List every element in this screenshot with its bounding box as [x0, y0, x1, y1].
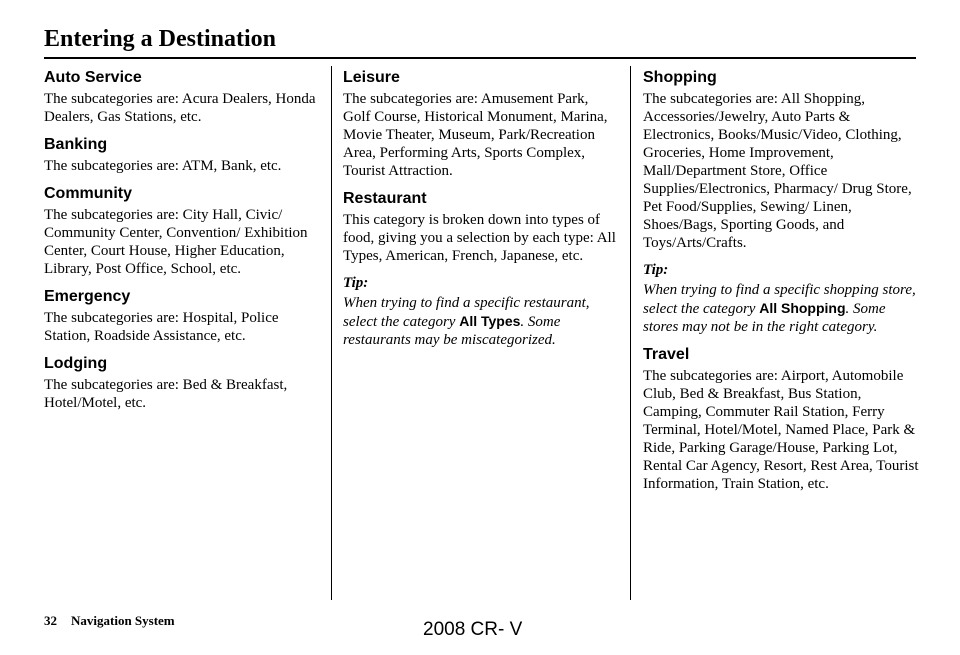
column-1	[44, 66, 320, 421]
section-text: This category is broken down into types of food, giving you a selection by each type: All Types, American, French, Japanese, etc.	[343, 212, 616, 264]
tip-text	[343, 294, 619, 349]
ui-term: All Types	[459, 313, 521, 329]
column-2	[343, 66, 619, 358]
section-text: The subcategories are: Amusement Park, Golf Course, Historical Monument, Marina, Movie Theater, Museum, Park/Recreation Area, Performing Arts, Sports Complex, Tourist Attraction.	[343, 91, 608, 179]
section-text: The subcategories are: Bed & Breakfast, Hotel/Motel, etc.	[44, 377, 288, 411]
section-text: The subcategories are: Hospital, Police Station, Roadside Assistance, etc.	[44, 310, 279, 344]
section-text: The subcategories are: All Shopping, Accessories/Jewelry, Auto Parts & Electronics, Books/Music/Video, Clothing, Groceries, Home Improvement, Mall/Department Store, Office Supplies/Electronics, Pharmacy/ Drug Store, Pet Food/Supplies, Sewing/ Linen, Shoes/Bags, Sporting Goods, and Toys/Arts/Crafts.	[643, 91, 912, 251]
section-text: The subcategories are: Airport, Automobile Club, Bed & Breakfast, Bus Station, Camping, Commuter Rail Station, Ferry Terminal, Hotel/Motel, Named Place, Park & Ride, Parking Garage/House, Parking Lot, Rental Car Agency, Resort, Rest Area, Tourist Information, Train Station, etc.	[643, 368, 919, 492]
section-heading: Auto Service	[44, 69, 142, 86]
section-heading: Restaurant	[343, 190, 427, 207]
tip-text-before: When trying to find a specific restaurant, select the category	[343, 295, 590, 330]
section-heading: Emergency	[44, 288, 131, 305]
tip-text-after: . Some stores may not be in the right category.	[643, 301, 886, 335]
page-footer	[44, 613, 175, 629]
section-heading: Shopping	[643, 69, 717, 86]
section-text: The subcategories are: City Hall, Civic/ Community Center, Convention/ Exhibition Center, Court House, Higher Education, Library, Post Office, School, etc.	[44, 207, 308, 277]
ui-term: All Shopping	[759, 300, 846, 316]
column-3	[643, 66, 919, 502]
section-text: The subcategories are: ATM, Bank, etc.	[44, 158, 282, 174]
column-divider	[630, 66, 631, 600]
tip-text-after: . Some restaurants may be miscategorized.	[343, 314, 561, 348]
section-heading: Lodging	[44, 355, 108, 372]
tip-label: Tip:	[643, 262, 669, 278]
footer-label: Navigation System	[71, 613, 175, 628]
section-heading: Banking	[44, 136, 108, 153]
section-heading: Leisure	[343, 69, 400, 86]
tip-text-before: When trying to find a specific shopping store, select the category	[643, 282, 916, 317]
column-divider	[331, 66, 332, 600]
section-heading: Travel	[643, 346, 690, 363]
section-text: The subcategories are: Acura Dealers, Honda Dealers, Gas Stations, etc.	[44, 91, 316, 125]
title-rule	[44, 57, 916, 59]
tip-text	[643, 281, 919, 336]
watermark: 2008 CR- V	[423, 619, 523, 640]
section-heading: Community	[44, 185, 132, 202]
page-number: 32	[44, 613, 57, 628]
tip-label: Tip:	[343, 275, 369, 291]
page-title: Entering a Destination	[44, 26, 277, 52]
